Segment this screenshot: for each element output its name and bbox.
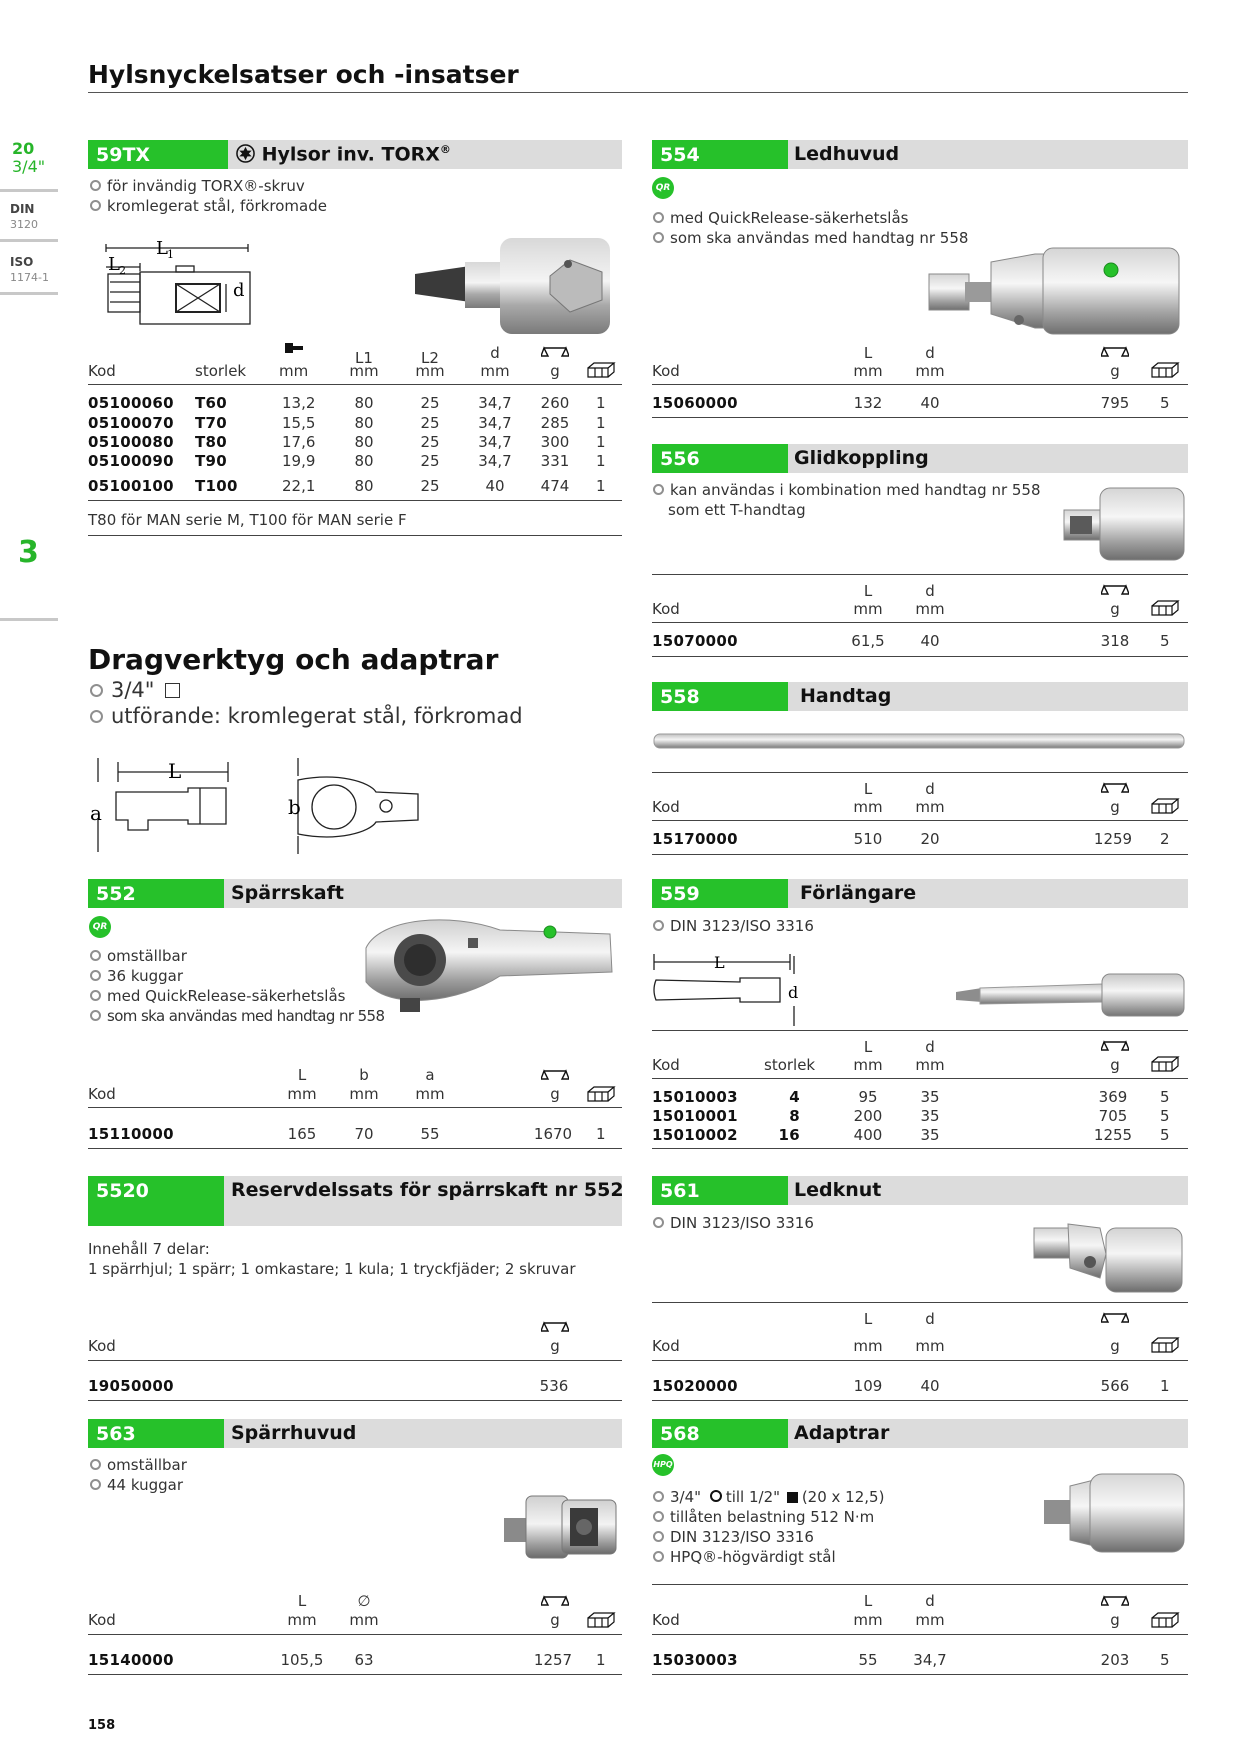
- col-header-unit: mm: [349, 1611, 379, 1629]
- col-header-unit: mm: [480, 362, 510, 380]
- col-header-kod: Kod: [88, 1611, 116, 1629]
- sidebar-iso-value: 1174-1: [10, 271, 49, 284]
- table-rule: [88, 1634, 622, 1635]
- ratchet-dimension-drawing: [88, 752, 438, 862]
- bullet-icon: [653, 920, 664, 931]
- col-header-unit: mm: [915, 1056, 945, 1074]
- col-header-d: d: [925, 1038, 935, 1056]
- package-icon: [1150, 798, 1180, 814]
- sidebar-iso-label: ISO: [10, 255, 34, 269]
- product-code: 563: [88, 1419, 224, 1448]
- torx-icon: [236, 144, 255, 163]
- universal-joint-photo: [1030, 1214, 1188, 1298]
- bullet-icon: [90, 180, 101, 191]
- section-title: Glidkoppling: [794, 447, 929, 469]
- col-header-unit: mm: [915, 798, 945, 816]
- bullet-icon: [90, 200, 101, 211]
- table-rule: [652, 1078, 1188, 1079]
- col-header-l: L: [863, 1310, 873, 1328]
- package-icon: [1150, 1056, 1180, 1072]
- col-header-unit: mm: [915, 1611, 945, 1629]
- product-code: 556: [652, 444, 788, 473]
- col-header-l: L: [863, 582, 873, 600]
- package-icon: [1150, 1337, 1180, 1353]
- table-rule: [88, 1107, 622, 1108]
- col-header-d: d: [925, 780, 935, 798]
- package-icon: [586, 1086, 616, 1102]
- bullet-icon: [653, 1531, 664, 1542]
- ratchet-head-photo: [500, 1478, 620, 1568]
- col-header-unit: g: [1110, 362, 1120, 380]
- bullet-icon: [90, 990, 101, 1001]
- col-header-l1: L1: [355, 349, 373, 367]
- col-header-storlek: storlek: [764, 1056, 816, 1074]
- col-header-l2: L2: [421, 349, 439, 367]
- table-rule: [652, 1360, 1188, 1361]
- bullet-icon: [653, 212, 664, 223]
- sidebar-divider: [0, 189, 58, 192]
- section-header-554: [652, 140, 1188, 169]
- bullet-item: med QuickRelease-säkerhetslås: [90, 987, 345, 1005]
- col-header-d: d: [490, 344, 500, 362]
- bullet-item: kromlegerat stål, förkromade: [90, 197, 327, 215]
- col-header-kod: Kod: [652, 798, 680, 816]
- package-icon: [1150, 600, 1180, 616]
- section-title-text: Hylsor inv. TORX: [261, 143, 440, 166]
- section-title: Spärrskaft: [231, 882, 344, 904]
- sidebar-index-number: 20: [12, 139, 35, 158]
- torx-socket-photo: [410, 232, 620, 337]
- page-title: Hylsnyckelsatser och -insatser: [88, 60, 519, 89]
- section-header-559: [652, 879, 1188, 908]
- package-icon: [586, 1612, 616, 1628]
- table-rule: [652, 1400, 1188, 1401]
- col-header-unit: mm: [349, 362, 379, 380]
- bullet-icon: [90, 1010, 101, 1021]
- product-code: 568: [652, 1419, 788, 1448]
- weight-icon: [1101, 1311, 1129, 1325]
- col-header-l: L: [863, 344, 873, 362]
- table-rule: [88, 1674, 622, 1675]
- bullet-item: 44 kuggar: [90, 1476, 183, 1494]
- table-rule: [652, 1634, 1188, 1635]
- section-title: Ledhuvud: [794, 143, 900, 165]
- bullet-item: tillåten belastning 512 N·m: [653, 1508, 874, 1526]
- col-header-unit: mm: [279, 362, 309, 380]
- svg-text:L: L: [108, 254, 120, 275]
- product-code: 559: [652, 879, 788, 908]
- svg-text:d: d: [788, 983, 799, 1002]
- table-rule: [652, 656, 1188, 657]
- col-header-unit: mm: [415, 1085, 445, 1103]
- ratchet-photo: [360, 912, 622, 1022]
- col-header-unit: g: [1110, 1056, 1120, 1074]
- socket-size-icon: [283, 341, 309, 355]
- chapter-number: 3: [18, 535, 39, 570]
- col-header-storlek: storlek: [195, 362, 247, 380]
- product-code: 561: [652, 1176, 788, 1205]
- table-rule: [652, 417, 1188, 418]
- bullet-continuation: som ett T-handtag: [668, 501, 806, 519]
- section-header-561: [652, 1176, 1188, 1205]
- col-header-unit: mm: [853, 798, 883, 816]
- section-header-59tx: [88, 140, 622, 169]
- col-header-d: d: [925, 582, 935, 600]
- section-title: [236, 143, 451, 165]
- weight-icon: [541, 1320, 569, 1334]
- col-header-unit: g: [1110, 798, 1120, 816]
- bullet-icon: [653, 1217, 664, 1228]
- round-drive-icon: [710, 1490, 722, 1502]
- col-header-unit: g: [1110, 600, 1120, 618]
- sidebar-din-value: 3120: [10, 218, 38, 231]
- svg-text:1: 1: [167, 248, 174, 261]
- col-header-unit: mm: [853, 1337, 883, 1355]
- bullet-icon: [653, 1511, 664, 1522]
- adapter-photo: [1040, 1470, 1188, 1554]
- table-rule: [652, 1148, 1188, 1149]
- col-header-kod: Kod: [652, 1056, 680, 1074]
- col-header-kod: Kod: [652, 600, 680, 618]
- table-rule: [88, 1360, 622, 1361]
- section-title: Adaptrar: [794, 1422, 890, 1444]
- section-header-563: [88, 1419, 622, 1448]
- quickrelease-icon: QR: [652, 177, 674, 199]
- handle-bar-photo: [652, 728, 1188, 756]
- extension-bar-photo: [952, 968, 1188, 1020]
- col-header-unit: mm: [915, 1337, 945, 1355]
- package-icon: [586, 362, 616, 378]
- hpq-icon: HPQ: [652, 1454, 674, 1476]
- col-header-kod: Kod: [652, 1611, 680, 1629]
- sliding-coupling-photo: [1060, 484, 1188, 562]
- weight-icon: [541, 1068, 569, 1082]
- bullet-item: DIN 3123/ISO 3316: [653, 1214, 814, 1232]
- bullet-icon: [90, 710, 103, 723]
- svg-text:L: L: [714, 953, 725, 972]
- quickrelease-icon: QR: [89, 916, 111, 938]
- section-title: Handtag: [800, 685, 892, 707]
- col-header-l: L: [297, 1066, 307, 1084]
- section-header-5520: [88, 1176, 622, 1226]
- bullet-icon: [90, 1479, 101, 1490]
- table-rule: [88, 384, 622, 385]
- table-rule: [652, 1030, 1188, 1031]
- bullet-item: som ska användas med handtag nr 558: [653, 229, 968, 247]
- table-rule: [652, 622, 1188, 623]
- col-header-kod: Kod: [652, 362, 680, 380]
- product-code: 59TX: [88, 140, 228, 169]
- col-header-unit: mm: [915, 362, 945, 380]
- product-code: 5520: [88, 1176, 224, 1226]
- col-header-unit: mm: [853, 362, 883, 380]
- weight-icon: [1101, 1039, 1129, 1053]
- bullet-item: 3/4": [90, 678, 180, 702]
- col-header-unit: mm: [853, 1056, 883, 1074]
- col-header-unit: mm: [915, 600, 945, 618]
- bullet-icon: [90, 950, 101, 961]
- registered-mark: ®: [439, 143, 451, 156]
- col-header-d: d: [925, 1592, 935, 1610]
- col-header-unit: mm: [415, 362, 445, 380]
- table-rule: [652, 772, 1188, 773]
- table-rule: [652, 1674, 1188, 1675]
- bullet-item: utförande: kromlegerat stål, förkromad: [90, 704, 523, 728]
- svg-text:a: a: [90, 801, 102, 825]
- table-note: T80 för MAN serie M, T100 för MAN serie F: [88, 511, 407, 529]
- col-header-l: L: [863, 1038, 873, 1056]
- section-title: Spärrhuvud: [231, 1422, 357, 1444]
- col-header-unit: mm: [287, 1085, 317, 1103]
- col-header-unit: mm: [853, 1611, 883, 1629]
- product-code: 558: [652, 682, 788, 711]
- weight-icon: [1101, 1594, 1129, 1608]
- col-header-unit: mm: [853, 600, 883, 618]
- section-title: Reservdelssats för spärrskaft nr 552: [231, 1179, 624, 1201]
- bullet-item: 36 kuggar: [90, 967, 183, 985]
- bullet-item: som ska användas med handtag nr 558: [90, 1007, 384, 1025]
- col-header-unit: g: [550, 1085, 560, 1103]
- bullet-icon: [90, 970, 101, 981]
- section-header-568: [652, 1419, 1188, 1448]
- weight-icon: [541, 345, 569, 359]
- product-code: 554: [652, 140, 788, 169]
- col-header-unit: g: [550, 1337, 560, 1355]
- universal-joint-photo: [925, 244, 1187, 340]
- package-icon: [1150, 362, 1180, 378]
- weight-icon: [1101, 345, 1129, 359]
- col-header-l: L: [863, 1592, 873, 1610]
- contents-list: 1 spärrhjul; 1 spärr; 1 omkastare; 1 kula; 1 tryckfjäder; 2 skruvar: [88, 1260, 576, 1278]
- square-drive-icon: [165, 683, 180, 698]
- square-drive-icon: [787, 1492, 798, 1503]
- sidebar-divider: [0, 292, 58, 295]
- bullet-item: 3/4" till 1/2" (20 x 12,5): [653, 1488, 884, 1506]
- section-title: Förlängare: [800, 882, 917, 904]
- table-rule: [652, 854, 1188, 855]
- bullet-item: för invändig TORX®-skruv: [90, 177, 305, 195]
- col-header-diameter: ∅: [357, 1592, 371, 1610]
- section-title: Ledknut: [794, 1179, 882, 1201]
- svg-text:b: b: [288, 795, 301, 819]
- bullet-icon: [653, 232, 664, 243]
- bullet-icon: [90, 1459, 101, 1470]
- sidebar-divider: [0, 618, 58, 621]
- sidebar-index-fraction: 3/4": [12, 157, 46, 176]
- svg-text:L: L: [168, 759, 182, 783]
- table-rule: [652, 574, 1188, 575]
- table-rule: [652, 384, 1188, 385]
- bullet-icon: [653, 1551, 664, 1562]
- col-header-d: d: [925, 344, 935, 362]
- table-rule: [88, 1148, 622, 1149]
- table-rule: [652, 1302, 1188, 1303]
- col-header-unit: g: [550, 362, 560, 380]
- bullet-icon: [90, 684, 103, 697]
- svg-text:L: L: [156, 238, 168, 259]
- contents-label: Innehåll 7 delar:: [88, 1240, 210, 1258]
- col-header-unit: mm: [349, 1085, 379, 1103]
- col-header-unit: g: [1110, 1337, 1120, 1355]
- section-header-552: [88, 879, 622, 908]
- svg-text:d: d: [233, 280, 245, 301]
- extension-dimension-drawing: [650, 950, 810, 1030]
- col-header-d: d: [925, 1310, 935, 1328]
- col-header-unit: g: [1110, 1611, 1120, 1629]
- svg-text:2: 2: [119, 264, 126, 277]
- page-number: 158: [88, 1718, 116, 1733]
- sidebar-din-label: DIN: [10, 202, 35, 216]
- product-code: 552: [88, 879, 224, 908]
- weight-icon: [1101, 583, 1129, 597]
- col-header-kod: Kod: [88, 1337, 116, 1355]
- title-rule: [88, 92, 1188, 93]
- table-rule: [88, 1400, 622, 1401]
- bullet-icon: [653, 1491, 664, 1502]
- col-header-a: a: [425, 1066, 435, 1084]
- table-rule: [88, 535, 622, 536]
- socket-dimension-drawing: [96, 234, 261, 334]
- col-header-kod: Kod: [88, 362, 116, 380]
- section-header-556: [652, 444, 1188, 473]
- weight-icon: [1101, 781, 1129, 795]
- bullet-item: omställbar: [90, 947, 187, 965]
- bullet-item: DIN 3123/ISO 3316: [653, 1528, 814, 1546]
- package-icon: [1150, 1612, 1180, 1628]
- bullet-icon: [653, 484, 664, 495]
- col-header-unit: g: [550, 1611, 560, 1629]
- col-header-kod: Kod: [652, 1337, 680, 1355]
- col-header-unit: mm: [287, 1611, 317, 1629]
- sidebar-divider: [0, 239, 58, 242]
- table-rule: [652, 820, 1188, 821]
- col-header-kod: Kod: [88, 1085, 116, 1103]
- col-header-l: L: [297, 1592, 307, 1610]
- bullet-item: kan användas i kombination med handtag nr 558: [653, 481, 1041, 499]
- table-rule: [88, 500, 622, 501]
- bullet-item: med QuickRelease-säkerhetslås: [653, 209, 908, 227]
- bullet-item: omställbar: [90, 1456, 187, 1474]
- bullet-item: HPQ®-högvärdigt stål: [653, 1548, 836, 1566]
- section-header-558: [652, 682, 1188, 711]
- col-header-l: L: [863, 780, 873, 798]
- col-header-b: b: [359, 1066, 369, 1084]
- weight-icon: [541, 1594, 569, 1608]
- bullet-item: DIN 3123/ISO 3316: [653, 917, 814, 935]
- table-rule: [652, 1584, 1188, 1585]
- subsection-heading: Dragverktyg och adaptrar: [88, 643, 499, 676]
